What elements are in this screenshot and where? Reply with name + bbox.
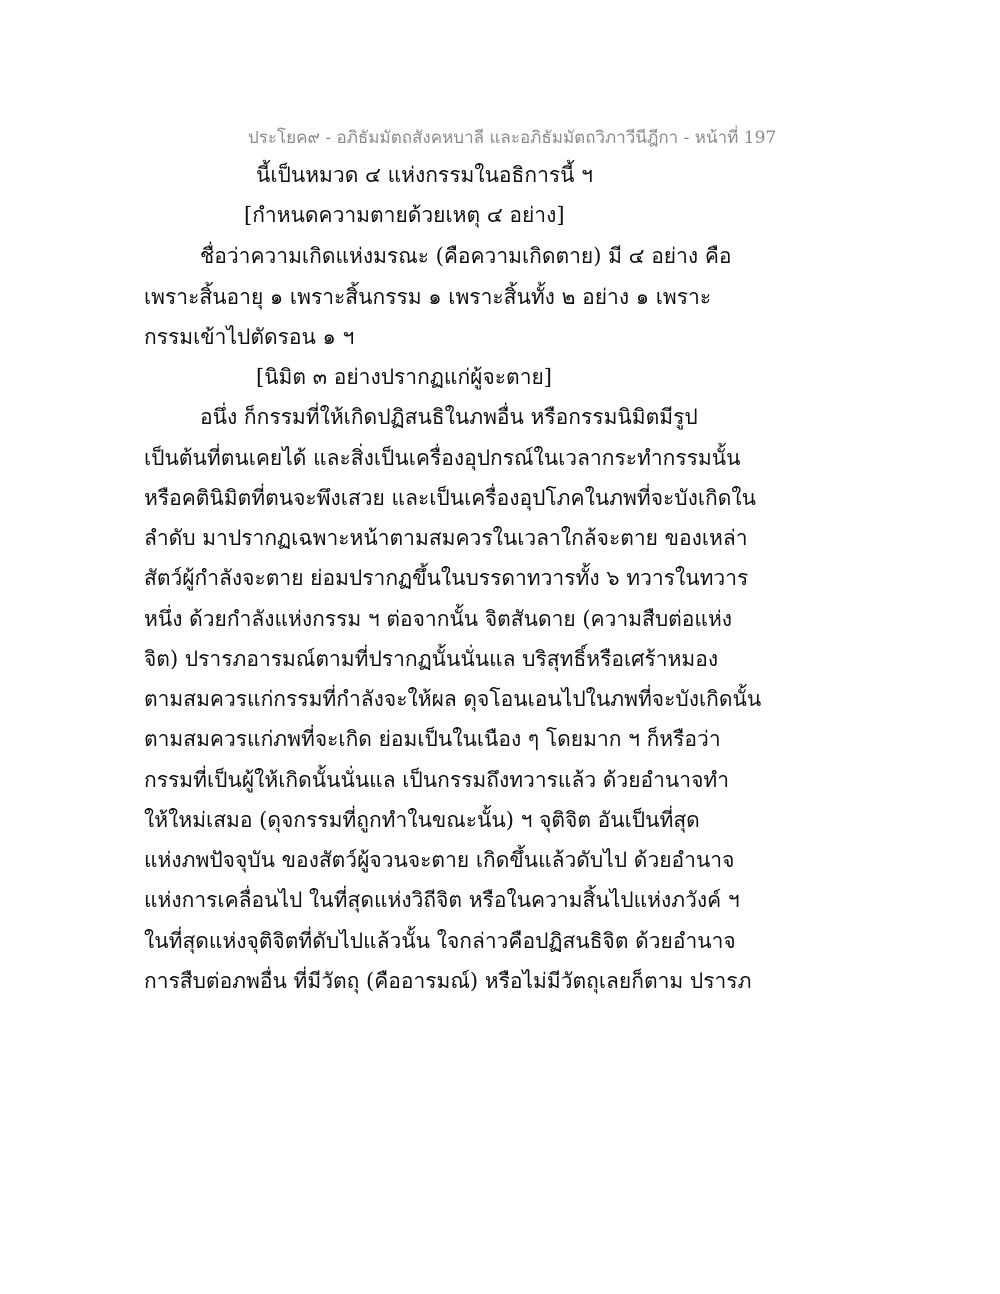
text-line: การสืบต่อภพอื่น ที่มีวัตถุ (คืออารมณ์) หรือไม่มีวัตถุเลยก็ตาม ปรารภ [144,969,752,993]
text-line: ตามสมควรแก่กรรมที่กำลังจะให้ผล ดุจโอนเอนไปในภพที่จะบังเกิดนั้น [144,687,762,711]
text-line: สัตว์ผู้กำลังจะตาย ย่อมปรากฏขึ้นในบรรดาทวารทั้ง ๖ ทวารในทวาร [144,566,749,590]
text-line: ลำดับ มาปรากฏเฉพาะหน้าตามสมควรในเวลาใกล้จะตาย ของเหล่า [144,526,748,550]
section-heading: [นิมิต ๓ อย่างปรากฏแก่ผู้จะตาย] [256,365,552,389]
text-line: ชื่อว่าความเกิดแห่งมรณะ (คือความเกิดตาย) มี ๔ อย่าง คือ [200,244,732,268]
text-line: ในที่สุดแห่งจุติจิตที่ดับไปแล้วนั้น ใจกล่าวคือปฏิสนธิจิต ด้วยอำนาจ [144,929,736,953]
text-line: กรรมเข้าไปตัดรอน ๑ ฯ [144,325,355,349]
text-line: อนึ่ง ก็กรรมที่ให้เกิดปฏิสนธิในภพอื่น หรือกรรมนิมิตมีรูป [200,405,698,429]
text-line: เป็นต้นที่ตนเคยได้ และสิ่งเป็นเครื่องอุปกรณ์ในเวลากระทำกรรมนั้น [144,446,741,470]
text-line: จิต) ปรารภอารมณ์ตามที่ปรากฏนั้นนั่นแล บริสุทธิ์หรือเศร้าหมอง [144,647,719,671]
text-line: นี้เป็นหมวด ๔ แห่งกรรมในอธิการนี้ ฯ [256,163,593,187]
text-line: เพราะสิ้นอายุ ๑ เพราะสิ้นกรรม ๑ เพราะสิ้นทั้ง ๒ อย่าง ๑ เพราะ [144,285,712,309]
text-line: ตามสมควรแก่ภพที่จะเกิด ย่อมเป็นในเนือง ๆ โดยมาก ฯ ก็หรือว่า [144,727,721,751]
text-line: หรือคตินิมิตที่ตนจะพึงเสวย และเป็นเครื่องอุปโภคในภพที่จะบังเกิดใน [144,486,757,510]
text-line: กรรมที่เป็นผู้ให้เกิดนั้นนั่นแล เป็นกรรมถึงทวารแล้ว ด้วยอำนาจทำ [144,768,730,792]
text-line: แห่งภพปัจจุบัน ของสัตว์ผู้จวนจะตาย เกิดขึ้นแล้วดับไป ด้วยอำนาจ [144,848,735,872]
text-line: หนึ่ง ด้วยกำลังแห่งกรรม ฯ ต่อจากนั้น จิตสันดาย (ความสืบต่อแห่ง [144,607,733,631]
running-head: ประโยค๙ - อภิธัมมัตถสังคหบาลี และอภิธัมมัตถวิภาวีนีฎีกา - หน้าที่ 197 [248,128,777,148]
text-line: ให้ใหม่เสมอ (ดุจกรรมที่ถูกทำในขณะนั้น) ฯ จุติจิต อันเป็นที่สุด [144,808,700,832]
section-heading: [กำหนดความตายด้วยเหตุ ๔ อย่าง] [244,203,565,227]
text-line: แห่งการเคลื่อนไป ในที่สุดแห่งวิถีจิต หรือในความสิ้นไปแห่งภวังค์ ฯ [144,888,740,912]
